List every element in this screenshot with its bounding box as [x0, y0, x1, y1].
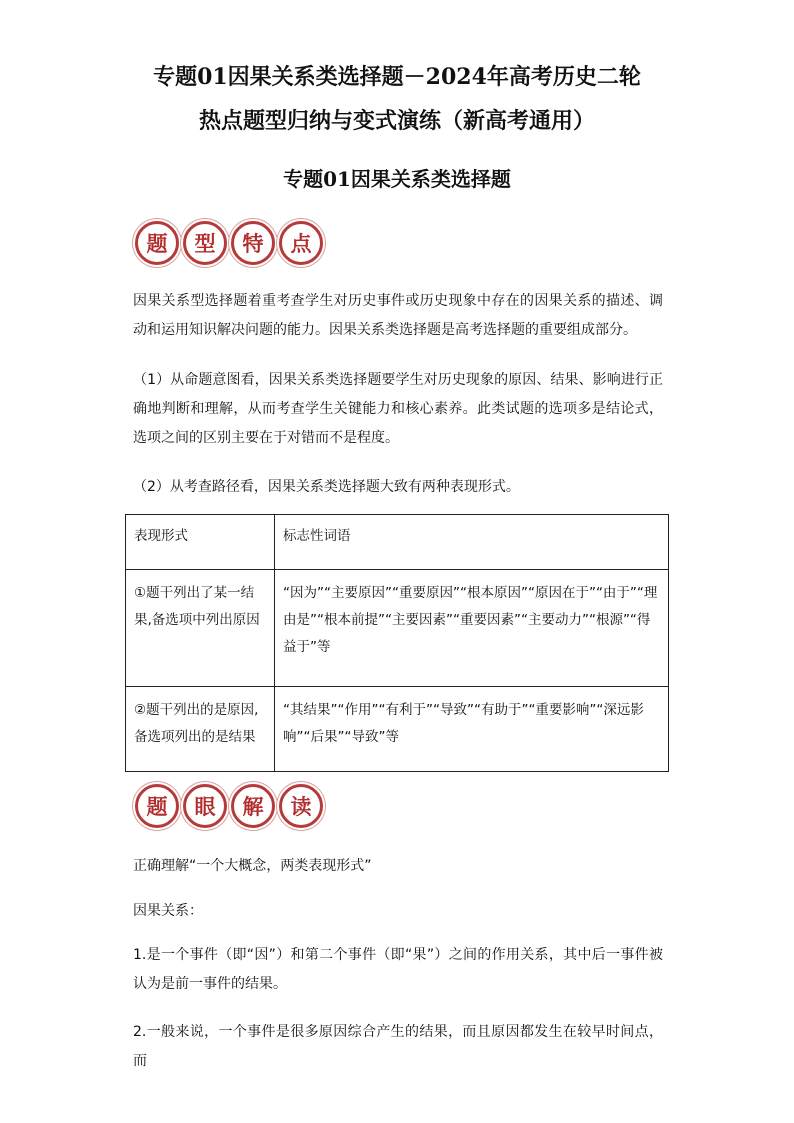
section-badge-reading [135, 782, 327, 830]
intro-paragraph: 因果关系型选择题着重考查学生对历史事件或历史现象中存在的因果关系的描述、调动和运用知识解决问题的能力。因果关系类选择题是高考选择题的重要组成部分。 [133, 293, 663, 338]
badge-char: 题 [135, 784, 179, 828]
section-badge-features [135, 219, 327, 267]
table-header-cell: 标志性词语 [275, 515, 669, 570]
point-1-paragraph: （1）从命题意图看，因果关系类选择题要学生对历史现象的原因、结果、影响进行正确地判断和理解，从而考查学生关键能力和核心素养。此类试题的选项多是结论式，选项之间的区别主要在于对错而不是程度。 [133, 372, 663, 446]
definition-2-paragraph: 2.一般来说，一个事件是很多原因综合产生的结果，而且原因都发生在较早时间点，而 [133, 1024, 663, 1069]
table-cell: “因为”“主要原因”“重要原因”“根本原因”“原因在于”“由于”“理由是”“根本前提”“主要因素”“重要因素”“主要动力”“根源”“得益于”等 [275, 570, 669, 687]
table-cell: ①题干列出了某一结果,备选项中列出原因 [126, 570, 275, 687]
badge-char: 题 [135, 221, 179, 265]
document-title-line-1: 专题01因果关系类选择题－2024年高考历史二轮 [153, 64, 641, 90]
badge-char: 点 [279, 221, 323, 265]
table-header-row [126, 515, 669, 570]
cause-label: 因果关系： [133, 903, 203, 919]
table-row [126, 687, 669, 772]
badge-char: 解 [231, 784, 275, 828]
badge-char: 眼 [183, 784, 227, 828]
point-2-paragraph: （2）从考查路径看，因果关系类选择题大致有两种表现形式。 [133, 479, 520, 495]
understand-paragraph: 正确理解“一个大概念，两类表现形式” [133, 858, 372, 874]
badge-char: 特 [231, 221, 275, 265]
forms-table [125, 514, 669, 772]
table-cell: “其结果”“作用”“有利于”“导致”“有助于”“重要影响”“深远影响”“后果”“导致”等 [275, 687, 669, 772]
table-cell: ②题干列出的是原因,备选项列出的是结果 [126, 687, 275, 772]
badge-char: 型 [183, 221, 227, 265]
badge-char: 读 [279, 784, 323, 828]
definition-1-paragraph: 1.是一个事件（即“因”）和第二个事件（即“果”）之间的作用关系，其中后一事件被认为是前一事件的结果。 [133, 947, 663, 992]
document-subtitle: 专题01因果关系类选择题 [283, 167, 511, 191]
table-row [126, 570, 669, 687]
table-header-cell: 表现形式 [126, 515, 275, 570]
document-title-line-2: 热点题型归纳与变式演练（新高考通用） [198, 108, 595, 134]
